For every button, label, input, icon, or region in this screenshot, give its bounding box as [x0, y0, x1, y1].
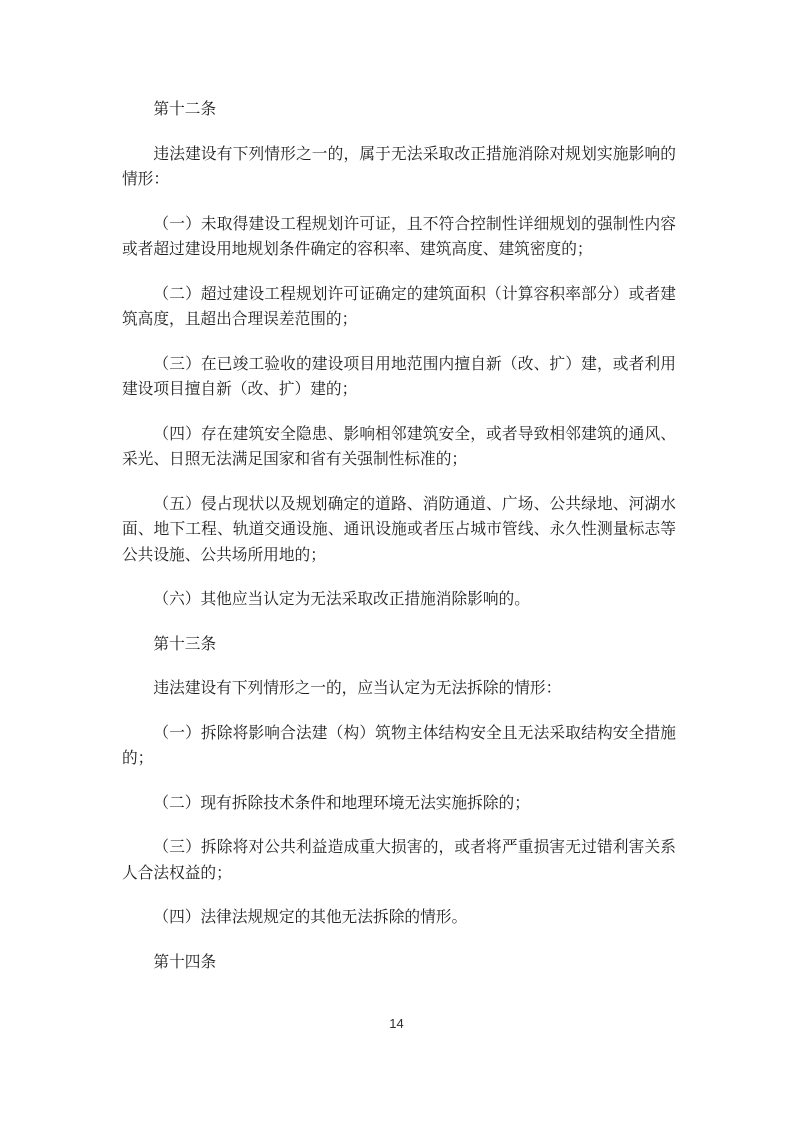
article-13-item-1: （一）拆除将影响合法建（构）筑物主体结构安全且无法采取结构安全措施的； — [122, 724, 676, 767]
article-12-heading: 第十二条 — [153, 101, 217, 118]
article-13-intro: 违法建设有下列情形之一的，应当认定为无法拆除的情形： — [153, 680, 562, 697]
article-12-item-1: （一）未取得建设工程规划许可证，且不符合控制性详细规划的强制性内容或者超过建设用地规划条件确定的容积率、建筑高度、建筑密度的； — [122, 215, 676, 258]
article-12-item-4: （四）存在建筑安全隐患、影响相邻建筑安全，或者导致相邻建筑的通风、采光、日照无法满足国家和省有关强制性标准的； — [122, 425, 676, 468]
document-body — [122, 97, 676, 994]
article-12-item-3: （三）在已竣工验收的建设项目用地范围内擅自新（改、扩）建，或者利用建设项目擅自新（改、扩）建的； — [122, 355, 676, 398]
page-number: 14 — [389, 1016, 404, 1031]
article-12-intro: 违法建设有下列情形之一的，属于无法采取改正措施消除对规划实施影响的情形： — [122, 145, 676, 188]
article-14-heading: 第十四条 — [153, 953, 217, 971]
article-13-item-2: （二）现有拆除技术条件和地理环境无法实施拆除的； — [153, 794, 530, 812]
article-12-item-5: （五）侵占现状以及规划确定的道路、消防通道、广场、公共绿地、河湖水面、地下工程、轨道交通设施、通讯设施或者压占城市管线、永久性测量标志等公共设施、公共场所用地的； — [122, 495, 676, 564]
article-13-item-3: （三）拆除将对公共利益造成重大损害的，或者将严重损害无过错利害关系人合法权益的； — [122, 839, 676, 882]
article-12-item-2: （二）超过建设工程规划许可证确定的建筑面积（计算容积率部分）或者建筑高度，且超出合理误差范围的； — [122, 285, 676, 328]
article-12-item-6: （六）其他应当认定为无法采取改正措施消除影响的。 — [153, 591, 530, 608]
article-13-heading: 第十三条 — [153, 635, 217, 653]
article-13-item-4: （四）法律法规规定的其他无法拆除的情形。 — [153, 909, 468, 926]
